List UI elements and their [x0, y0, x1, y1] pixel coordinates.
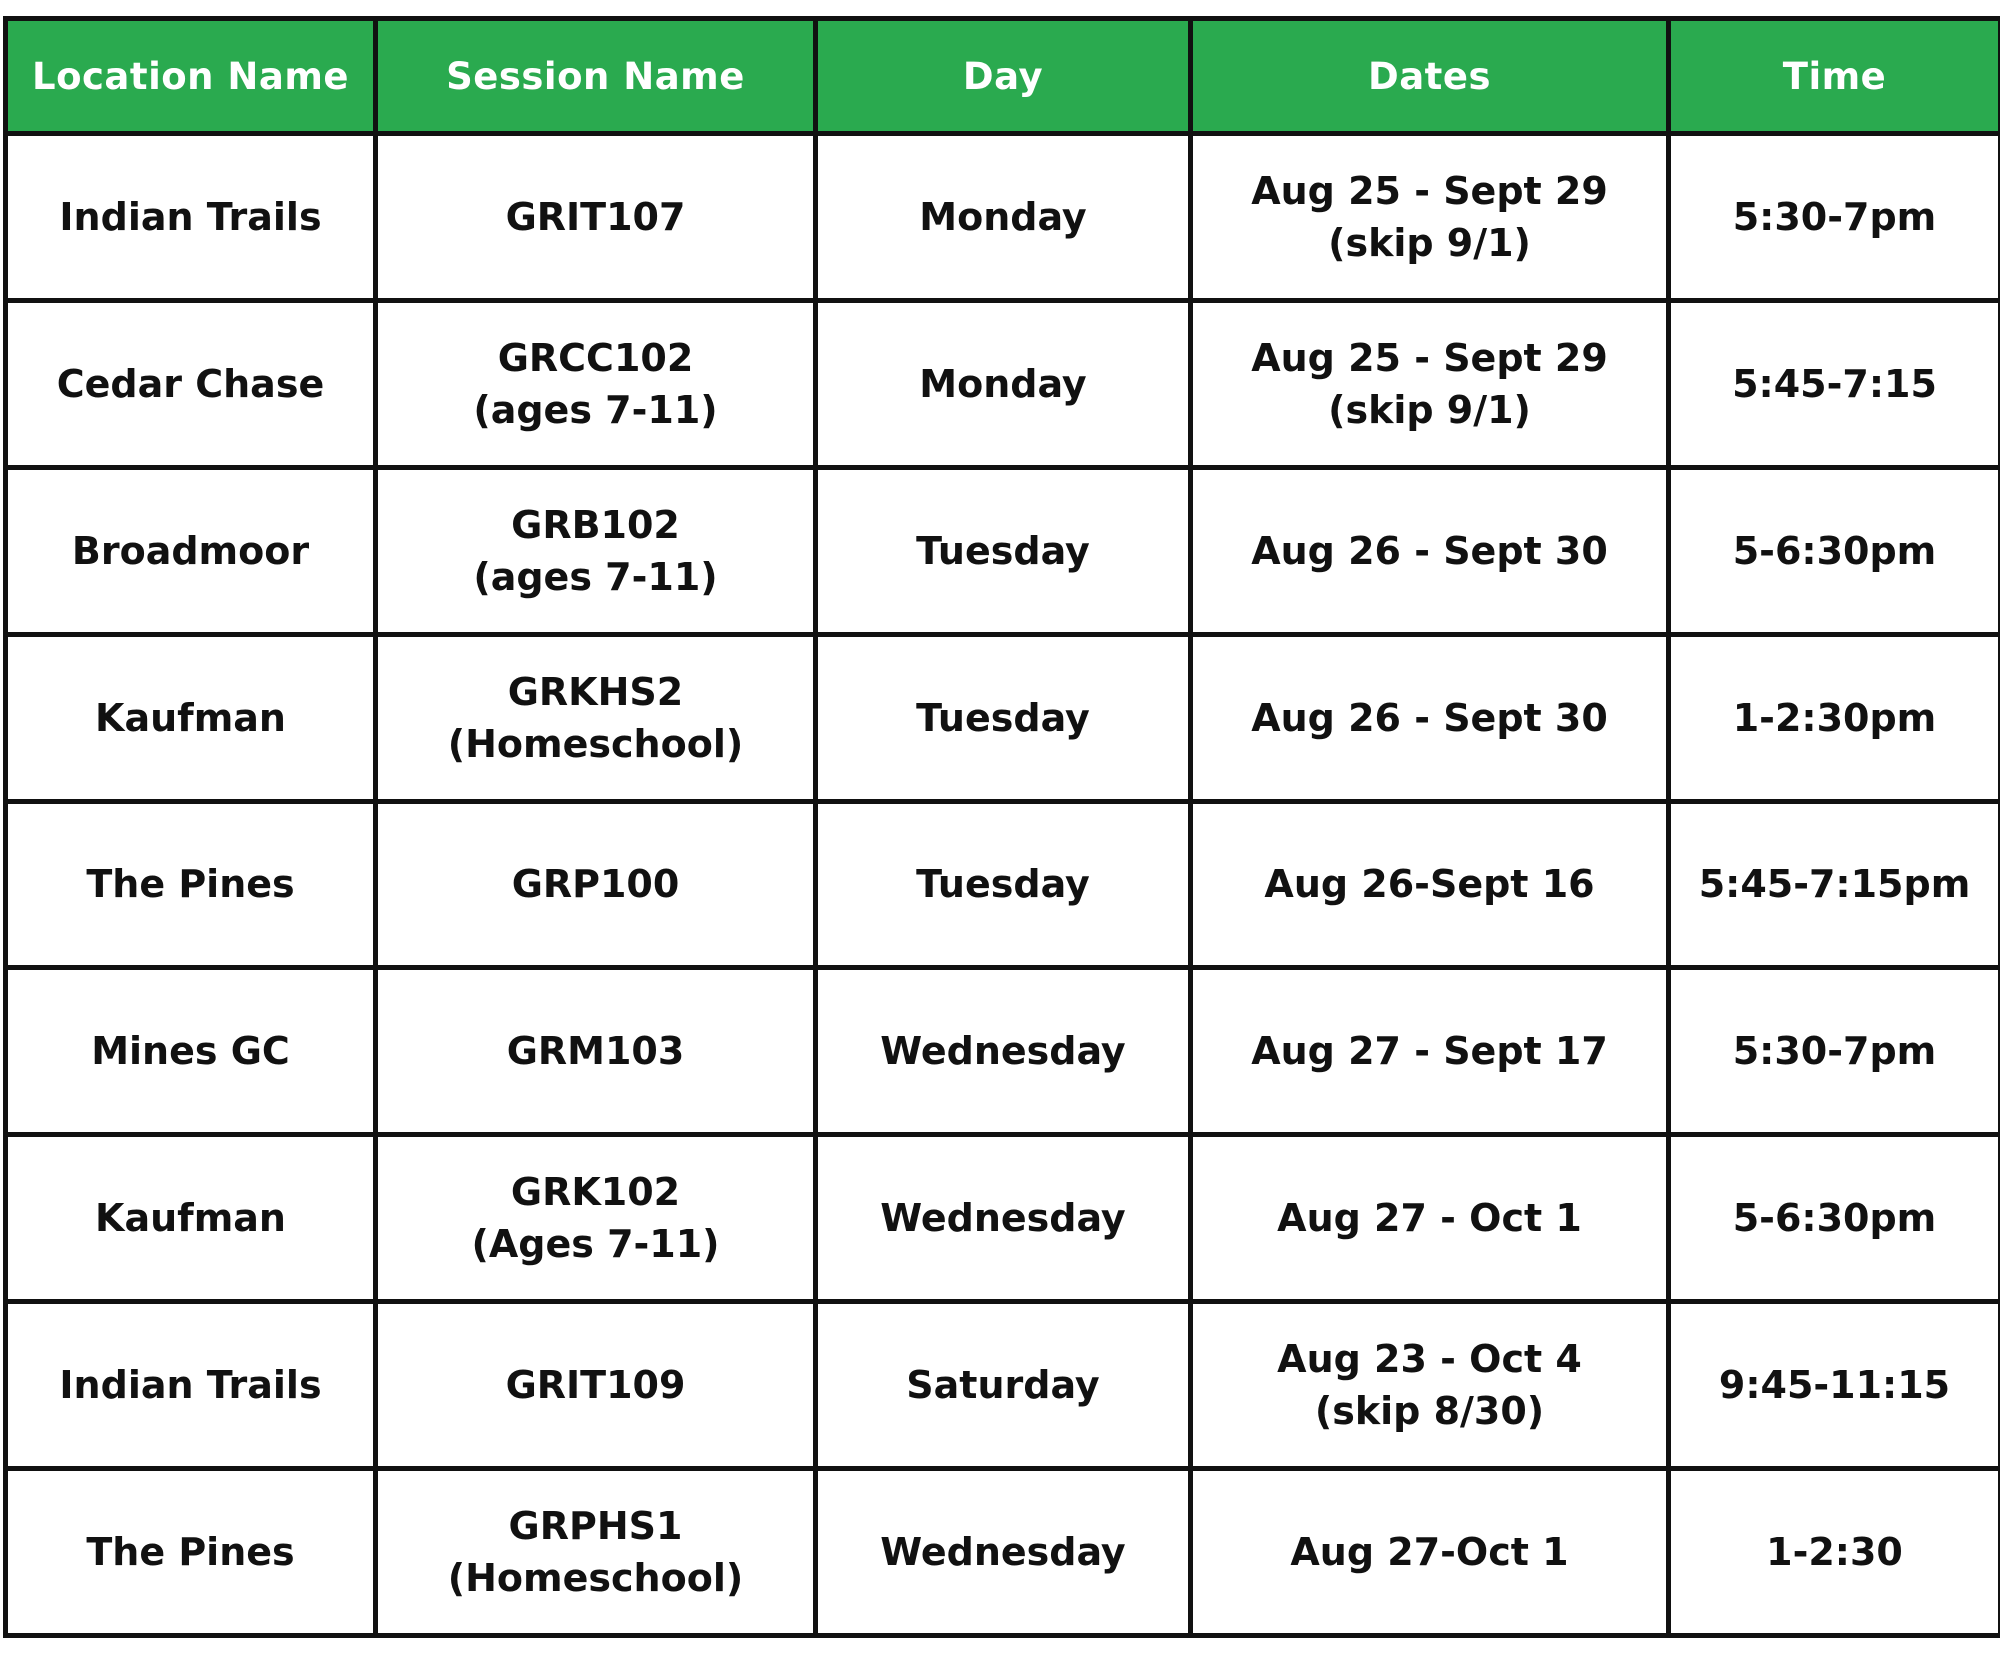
- dates-cell-line: (skip 9/1): [1328, 387, 1531, 432]
- session-cell-line: (ages 7-11): [473, 387, 718, 432]
- time-cell: 5:45-7:15pm: [1669, 801, 2000, 968]
- table-body: [6, 134, 2000, 1636]
- table-row: [6, 1302, 2000, 1469]
- table-row: [6, 634, 2000, 801]
- session-cell-line: GRB102: [511, 502, 680, 547]
- table-row: [6, 1135, 2000, 1302]
- session-cell-line: GRPHS1: [508, 1504, 683, 1548]
- header-row: [6, 19, 2000, 134]
- location-cell: Broadmoor: [6, 467, 376, 634]
- session-cell-line: GRP100: [511, 862, 680, 907]
- dates-cell: [1191, 801, 1669, 968]
- session-cell: [376, 1302, 816, 1469]
- dates-cell: [1191, 968, 1669, 1135]
- dates-cell: [1191, 1302, 1669, 1469]
- dates-cell-line: Aug 26 - Sept 30: [1251, 695, 1608, 740]
- time-cell: 9:45-11:15: [1669, 1302, 2000, 1469]
- dates-cell: [1191, 300, 1669, 467]
- day-cell: Tuesday: [816, 467, 1191, 634]
- dates-cell-line: Aug 27 - Oct 1: [1277, 1196, 1582, 1241]
- session-cell-line: (Homeschool): [447, 721, 744, 766]
- schedule-table: [3, 16, 2000, 1638]
- time-cell: 5-6:30pm: [1669, 467, 2000, 634]
- table-row: [6, 134, 2000, 301]
- header-day: Day: [816, 19, 1191, 134]
- day-cell: Wednesday: [816, 1135, 1191, 1302]
- location-cell: The Pines: [6, 801, 376, 968]
- dates-cell-line: (skip 8/30): [1314, 1389, 1545, 1434]
- day-cell: Wednesday: [816, 1469, 1191, 1636]
- session-cell-line: (Ages 7-11): [471, 1222, 720, 1267]
- session-cell: [376, 467, 816, 634]
- time-cell: 1-2:30: [1669, 1469, 2000, 1636]
- day-cell: Saturday: [816, 1302, 1191, 1469]
- time-cell: 5-6:30pm: [1669, 1135, 2000, 1302]
- session-cell-line: GRKHS2: [507, 669, 684, 714]
- location-cell: Kaufman: [6, 634, 376, 801]
- location-cell: Cedar Chase: [6, 300, 376, 467]
- session-cell-line: (ages 7-11): [473, 554, 718, 599]
- session-cell: [376, 968, 816, 1135]
- location-cell: Kaufman: [6, 1135, 376, 1302]
- location-cell: Mines GC: [6, 968, 376, 1135]
- header-location-name: Location Name: [6, 19, 376, 134]
- dates-cell-line: Aug 25 - Sept 29: [1251, 335, 1608, 380]
- time-cell: 5:45-7:15: [1669, 300, 2000, 467]
- day-cell: Monday: [816, 134, 1191, 301]
- location-cell: Indian Trails: [6, 134, 376, 301]
- dates-cell-line: Aug 26-Sept 16: [1264, 862, 1595, 907]
- dates-cell: [1191, 1135, 1669, 1302]
- day-cell: Wednesday: [816, 968, 1191, 1135]
- header-time: Time: [1669, 19, 2000, 134]
- location-cell: Indian Trails: [6, 1302, 376, 1469]
- session-cell-line: GRIT109: [505, 1363, 686, 1408]
- dates-cell: [1191, 634, 1669, 801]
- table-row: [6, 801, 2000, 968]
- dates-cell-line: Aug 26 - Sept 30: [1251, 528, 1608, 573]
- dates-cell-line: Aug 25 - Sept 29: [1251, 168, 1608, 213]
- dates-cell: [1191, 134, 1669, 301]
- session-cell: [376, 1469, 816, 1636]
- session-cell: [376, 134, 816, 301]
- time-cell: 1-2:30pm: [1669, 634, 2000, 801]
- table-row: [6, 467, 2000, 634]
- session-cell-line: GRK102: [510, 1170, 681, 1215]
- table-row: [6, 1469, 2000, 1636]
- session-cell-line: GRIT107: [505, 194, 686, 239]
- session-cell-line: GRCC102: [497, 335, 694, 380]
- session-cell-line: GRM103: [506, 1029, 685, 1074]
- header-session-name: Session Name: [376, 19, 816, 134]
- table-header: [6, 19, 2000, 134]
- day-cell: Tuesday: [816, 801, 1191, 968]
- dates-cell: [1191, 467, 1669, 634]
- table-row: [6, 300, 2000, 467]
- location-cell: The Pines: [6, 1469, 376, 1636]
- day-cell: Tuesday: [816, 634, 1191, 801]
- time-cell: 5:30-7pm: [1669, 968, 2000, 1135]
- dates-cell: [1191, 1469, 1669, 1636]
- session-cell: [376, 634, 816, 801]
- session-cell: [376, 300, 816, 467]
- session-cell: [376, 1135, 816, 1302]
- session-cell: [376, 801, 816, 968]
- table-row: [6, 968, 2000, 1135]
- dates-cell-line: Aug 23 - Oct 4: [1277, 1337, 1582, 1382]
- header-dates: Dates: [1191, 19, 1669, 134]
- session-cell-line: (Homeschool): [447, 1556, 744, 1600]
- dates-cell-line: Aug 27 - Sept 17: [1251, 1029, 1608, 1074]
- dates-cell-line: (skip 9/1): [1328, 220, 1531, 265]
- dates-cell-line: Aug 27-Oct 1: [1290, 1530, 1569, 1574]
- time-cell: 5:30-7pm: [1669, 134, 2000, 301]
- day-cell: Monday: [816, 300, 1191, 467]
